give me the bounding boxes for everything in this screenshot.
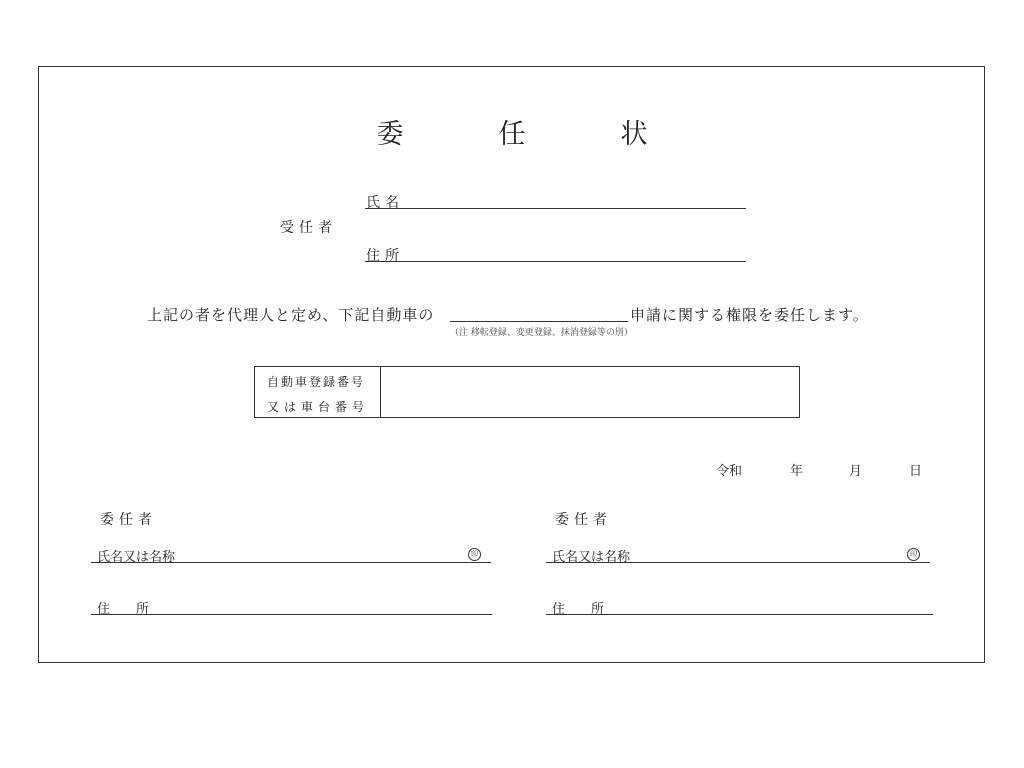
document-frame (38, 66, 985, 663)
vehicle-number-field[interactable] (381, 367, 799, 417)
document-title: 委 任 状 (376, 119, 682, 150)
vehicle-header-line2: 又は車台番号 (267, 400, 370, 414)
date-era: 令和 (716, 464, 743, 479)
mandatary-address-field[interactable] (365, 261, 746, 262)
mandatary-name-field[interactable] (365, 208, 746, 209)
mandator-name-label: 氏名又は名称 (552, 550, 631, 565)
mandator-address-label: 住 所 (97, 602, 150, 617)
statement-before: 上記の者を代理人と定め、下記自動車の (147, 306, 435, 324)
vehicle-table-header (255, 367, 381, 417)
application-type-field[interactable] (450, 321, 628, 322)
mandator-heading: 委任者 (100, 512, 157, 528)
mandatary-heading: 受任者 (280, 220, 337, 236)
date-day: 日 (909, 464, 923, 479)
mandator-name-field[interactable] (546, 562, 930, 563)
mandatary-address-label: 住所 (366, 248, 404, 264)
mandator-name-field[interactable] (91, 562, 491, 563)
statement-after: 申請に関する権限を委任します。 (630, 306, 869, 324)
mandator-address-field[interactable] (91, 614, 492, 615)
mandator-name-label: 氏名又は名称 (97, 550, 176, 565)
statement-note: （注 移転登録、変更登録、抹消登録等の別） (450, 328, 633, 338)
seal-icon: 印 (468, 548, 481, 561)
mandatary-name-label: 氏名 (366, 195, 404, 211)
seal-icon: 印 (907, 548, 920, 561)
mandator-address-field[interactable] (546, 614, 933, 615)
vehicle-table (254, 366, 800, 418)
mandator-heading: 委任者 (555, 512, 612, 528)
date-year: 年 (790, 464, 804, 479)
mandator-address-label: 住 所 (552, 602, 605, 617)
vehicle-header-line1: 自動車登録番号 (267, 375, 366, 389)
date-month: 月 (849, 464, 863, 479)
